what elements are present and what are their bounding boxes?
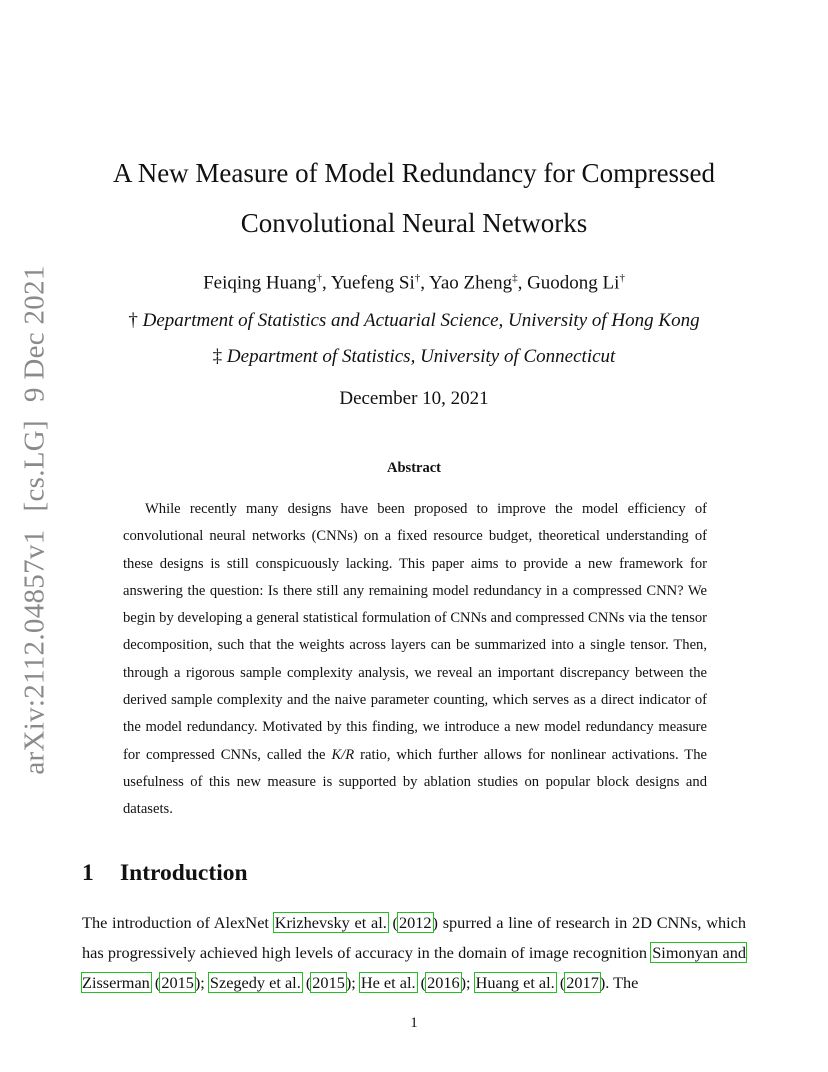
abstract-body: While recently many designs have been proposed to improve the model efficiency of convolutional neural networks (CNNs) on a fixed resource budget, theoretical understanding of these designs is still conspicuously lacking. This paper aims to provide a new framework for answering the question: Is there still any remaining model redundancy in a compressed CNN? We begin by developing a general statistical formulation of CNNs and compressed CNNs via the tensor decomposition, such that the weights across layers can be summarized into a single tensor. Then, through a rigorous sample complexity analysis, we reveal an important discrepancy between the derived sample complexity and the naive parameter counting, which serves as a direct indicator of the model redundancy. Motivated by this finding, we introduce a new model redundancy measure for compressed CNNs, called the <box>123 501 707 763</box>
citation-year-link[interactable]: 2015 <box>161 973 194 992</box>
title-line-1: A New Measure of Model Redundancy for Compressed <box>112 158 716 188</box>
title-line-2: Convolutional Neural Networks <box>240 208 588 238</box>
abstract-body-end: ratio, which further allows for nonlinear activations. The usefulness of this new measure is supported by ablation studies on popular block designs and datasets. <box>123 746 707 818</box>
introduction-paragraph: The introduction of AlexNet Krizhevsky et al. (2012) spurred a line of research in 2D CNNs, which has progressively achieved high levels of accuracy in the domain of image recognition Simonyan and Zisserman (2015); Szegedy et al. (2015); He et al. (2016); Huang et al. (2017). The <box>82 913 747 992</box>
arxiv-id[interactable]: arXiv:2112.04857v1 <box>18 529 51 775</box>
abstract-heading: Abstract <box>387 460 441 476</box>
author-list: Feiqing Huang†, Yuefeng Si†, Yao Zheng‡, Guodong Li† <box>203 272 625 294</box>
author-name: Yao Zheng <box>429 272 513 294</box>
citation-link[interactable]: Huang et al. <box>475 973 555 992</box>
page-number: 1 <box>410 1015 418 1031</box>
author-name: Guodong Li <box>527 272 620 294</box>
affiliation-mark: ‡ <box>212 346 223 367</box>
citation-link[interactable]: He et al. <box>360 973 416 992</box>
arxiv-category: [cs.LG] <box>18 420 51 512</box>
citation-year-link[interactable]: 2016 <box>427 973 460 992</box>
citation-link[interactable]: Szegedy et al. <box>209 973 301 992</box>
citation-year-link[interactable]: 2017 <box>566 973 599 992</box>
citation-link[interactable]: Simonyan and Zisserman <box>82 943 747 992</box>
affiliation-text: Department of Statistics and Actuarial Science, University of Hong Kong <box>142 310 700 331</box>
affiliation-mark: † <box>414 272 421 284</box>
affiliation-mark: † <box>128 310 138 331</box>
paper-date: December 10, 2021 <box>339 388 489 409</box>
arxiv-stamp <box>19 265 52 774</box>
affiliation-1 <box>0 310 828 332</box>
affiliation-text: Department of Statistics, University of Connecticut <box>226 346 616 367</box>
section-heading <box>82 860 248 887</box>
paper-title <box>0 148 828 248</box>
citation-year-link[interactable]: 2015 <box>312 973 345 992</box>
author-name: Feiqing Huang <box>203 272 317 294</box>
abstract-math: K/R <box>331 746 355 763</box>
section-title: Introduction <box>120 860 248 886</box>
affiliation-mark: † <box>316 272 323 284</box>
arxiv-date: 9 Dec 2021 <box>18 265 51 403</box>
affiliation-mark: † <box>619 272 625 284</box>
author-name: Yuefeng Si <box>330 272 415 294</box>
affiliation-2 <box>0 346 828 368</box>
citation-year-link[interactable]: 2012 <box>398 913 432 932</box>
section-number: 1 <box>82 860 94 886</box>
abstract-text <box>123 496 707 824</box>
citation-link[interactable]: Krizhevsky et al. <box>274 913 387 932</box>
affiliation-mark: ‡ <box>512 272 518 284</box>
